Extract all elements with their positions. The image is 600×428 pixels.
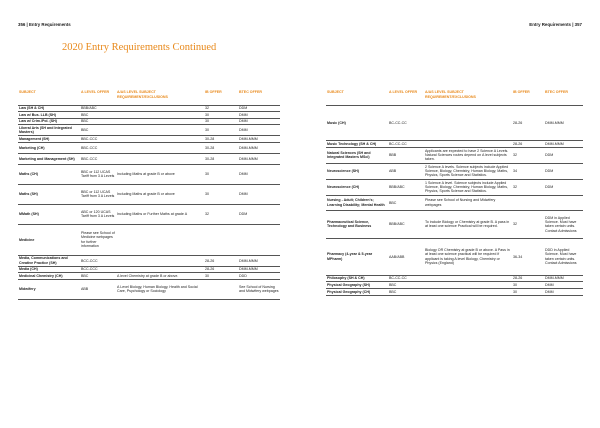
ib-offer-cell: 36-34 [512,238,544,275]
col-requirements: A/AS LEVEL SUBJECT REQUIREMENT/EXCLUSIONS [424,90,512,105]
btec-offer-cell: DMM-MMM [238,255,280,266]
a-level-offer-cell: BC-CC-CC [388,275,424,282]
requirement-cell: Including Maths or Further Maths at grade A [116,204,204,224]
subject-cell: Nursing - Adult; Children's; Learning Disability; Mental Health [326,195,388,210]
a-level-offer-cell: BCC-CCC [80,266,116,273]
btec-offer-cell: See School of Nursing and Midwifery webpages [238,279,280,299]
ib-offer-cell: 32 [512,210,544,238]
btec-offer-cell: DDM in Applied Science. Must have taken certain units. Contact Admissions [544,210,583,238]
table-row [326,210,583,238]
a-level-offer-cell: ABB [388,163,424,179]
requirement-cell [424,140,512,147]
ib-offer-cell: 30 [512,289,544,296]
a-level-offer-cell: BBB/ABC [80,105,116,112]
table-row [326,195,583,210]
btec-offer-cell: DMM-MMM [238,266,280,273]
btec-offer-cell: DDM [544,147,583,163]
requirement-cell [116,125,204,136]
table-row [326,147,583,163]
col-ib-offer: IB OFFER [204,90,238,105]
table-header-row [326,90,583,105]
col-requirements: A/AS LEVEL SUBJECT REQUIREMENT/EXCLUSIONS [116,90,204,105]
table-row [18,255,280,266]
a-level-offer-cell: BC-CC-CC [388,105,424,140]
table-row [18,204,280,224]
table-row [18,279,280,299]
subject-cell: Law w/ Crim./Pol. (SH) [18,118,80,125]
ib-offer-cell: 30 [512,282,544,289]
ib-offer-cell: 28-26 [204,255,238,266]
table-row [18,224,280,255]
ib-offer-cell: 28-26 [512,275,544,282]
subject-cell: MMath (SH) [18,204,80,224]
ib-offer-cell: 30-28 [204,153,238,164]
ib-offer-cell: 32 [512,179,544,195]
requirement-cell [116,153,204,164]
btec-offer-cell: DMM-MMM [544,105,583,140]
requirement-cell: Biology OR Chemistry at grade B or above. A Pass in at least one science practical will be required if applicant is taking A level Biology, Chemistry or Physics (England) [424,238,512,275]
a-level-offer-cell: BBC or 112 UCAS Tariff from 3 A Levels [80,164,116,184]
btec-offer-cell: DMM [238,118,280,125]
subject-cell: Medicine [18,224,80,255]
requirement-cell [116,142,204,153]
subject-cell: Marketing (CH) [18,142,80,153]
a-level-offer-cell: BBC [80,125,116,136]
table-row [326,289,583,296]
a-level-offer-cell: BBC-CCC [80,136,116,143]
subject-cell: Law (SH & CH) [18,105,80,112]
table-row [326,140,583,147]
a-level-offer-cell: ABB [80,279,116,299]
table-row [326,105,583,140]
btec-offer-cell: DMM [544,289,583,296]
a-level-offer-cell: BBC-CCC [80,153,116,164]
table-row [326,282,583,289]
table-row [18,153,280,164]
requirement-cell: Applicants are expected to have 2 Science A Levels. Natural Sciences routes depend on A level subjects taken. [424,147,512,163]
btec-offer-cell [238,224,280,255]
requirement-cell: Including Maths at grade B or above [116,184,204,204]
subject-cell: Media (CH) [18,266,80,273]
a-level-offer-cell: BBC [388,195,424,210]
ib-offer-cell: 30 [204,125,238,136]
btec-offer-cell: DMM-MMM [544,140,583,147]
subject-cell: Medicinal Chemistry (CH) [18,273,80,280]
subject-cell: Music Technology (SH & CH) [326,140,388,147]
col-btec-offer: BTEC OFFER [544,90,583,105]
requirement-cell [116,255,204,266]
subject-cell: Maths (CH) [18,164,80,184]
ib-offer-cell: 32 [204,204,238,224]
ib-offer-cell: 30 [204,112,238,119]
ib-offer-cell: 34 [512,163,544,179]
col-ib-offer: IB OFFER [512,90,544,105]
ib-offer-cell [512,195,544,210]
col-subject: SUBJECT [18,90,80,105]
page-title: 2020 Entry Requirements Continued [62,42,217,53]
subject-cell: Management (SH) [18,136,80,143]
requirement-cell [424,105,512,140]
table-row [18,125,280,136]
subject-cell: Music (CH) [326,105,388,140]
subject-cell: Maths (SH) [18,184,80,204]
btec-offer-cell: DMM-MMM [238,142,280,153]
a-level-offer-cell: BBC [80,112,116,119]
subject-cell: Neuroscience (CH) [326,179,388,195]
a-level-offer-cell: BBC-CCC [80,142,116,153]
a-level-offer-cell: BBC [388,282,424,289]
ib-offer-cell: 28-26 [204,266,238,273]
requirement-cell: Please see School of Nursing and Midwifery webpages [424,195,512,210]
a-level-offer-cell: ABC or 120 UCAS Tariff from 3 A Levels [80,204,116,224]
a-level-offer-cell: Please see School of Medicine webpages for further information [80,224,116,255]
entry-table-right [326,90,583,296]
a-level-offer-cell: BBB [388,147,424,163]
a-level-offer-cell: BCC-CCC [80,255,116,266]
col-a-level-offer: A LEVEL OFFER [388,90,424,105]
subject-cell: Media, Communications and Creative Practice (SH) [18,255,80,266]
subject-cell: Pharmaceutical Science, Technology and Business [326,210,388,238]
subject-cell: Physical Geography (SH) [326,282,388,289]
btec-offer-cell: DMM [238,184,280,204]
table-row [18,164,280,184]
ib-offer-cell: 28-26 [512,140,544,147]
ib-offer-cell: 30-28 [204,136,238,143]
ib-offer-cell [204,279,238,299]
ib-offer-cell: 30 [204,118,238,125]
table-row [18,184,280,204]
requirement-cell: Including Maths at grade B or above [116,164,204,184]
table-body-right [326,105,583,296]
page-header-left: 356 | Entry Requirements [18,22,71,27]
a-level-offer-cell: BBC [80,118,116,125]
requirement-cell: 1 Science A level. Science subjects include Applied Science, Biology, Chemistry, Human Biology, Maths, Physics, Sports Science and Statistics. [424,179,512,195]
subject-cell: Natural Sciences (SH and Integrated Masters MSci) [326,147,388,163]
entry-table-left [18,90,280,300]
btec-offer-cell: DDM [544,163,583,179]
requirement-cell [424,289,512,296]
col-subject: SUBJECT [326,90,388,105]
requirement-cell [116,224,204,255]
btec-offer-cell: DDD [238,273,280,280]
btec-offer-cell: DDM [544,179,583,195]
btec-offer-cell: DDM [238,204,280,224]
btec-offer-cell: DMM [238,164,280,184]
btec-offer-cell: DMM-MMM [238,136,280,143]
btec-offer-cell: DMM [238,125,280,136]
requirement-cell [424,282,512,289]
btec-offer-cell: DMM [544,282,583,289]
table-row [18,142,280,153]
subject-cell: Pharmacy (4-year & 5-year MPharm) [326,238,388,275]
a-level-offer-cell: BBB/ABC [388,210,424,238]
requirement-cell: A level Chemistry at grade B or above. [116,273,204,280]
btec-offer-cell: DDM [238,105,280,112]
subject-cell: Neuroscience (SH) [326,163,388,179]
table-body-left [18,105,280,299]
requirement-cell: 2 Science A levels. Science subjects include Applied Science, Biology, Chemistry, Human Biology, Maths, Physics, Sports Science and Statistics. [424,163,512,179]
ib-offer-cell: 30-28 [204,142,238,153]
btec-offer-cell: DMM-MMM [238,153,280,164]
subject-cell: Physical Geography (CH) [326,289,388,296]
table-row [326,163,583,179]
ib-offer-cell: 30 [204,164,238,184]
a-level-offer-cell: BBC or 112 UCAS Tariff from 3 A Levels [80,184,116,204]
subject-cell: Liberal Arts (SH and Integrated Masters) [18,125,80,136]
ib-offer-cell: 30 [204,273,238,280]
a-level-offer-cell: AAB/ABB [388,238,424,275]
btec-offer-cell [544,195,583,210]
requirement-cell: A Level Biology, Human Biology, Health and Social Care, Psychology or Sociology [116,279,204,299]
col-btec-offer: BTEC OFFER [238,90,280,105]
a-level-offer-cell: BBC [80,273,116,280]
btec-offer-cell: DDD in Applied Science. Must have taken certain units. Contact Admissions [544,238,583,275]
col-a-level-offer: A LEVEL OFFER [80,90,116,105]
a-level-offer-cell: BBC [388,289,424,296]
a-level-offer-cell: BBB/ABC [388,179,424,195]
ib-offer-cell: 32 [512,147,544,163]
requirement-cell: To include Biology or Chemistry at grade B. A pass in at least one science Practical will be required. [424,210,512,238]
btec-offer-cell: DMM [238,112,280,119]
ib-offer-cell: 30 [204,184,238,204]
subject-cell: Philosophy (SH & CH) [326,275,388,282]
table-row [326,179,583,195]
ib-offer-cell: 28-26 [512,105,544,140]
ib-offer-cell [204,224,238,255]
page-header-right: Entry Requirements | 357 [529,22,582,27]
table-header-row [18,90,280,105]
table-row [326,238,583,275]
subject-cell: Midwifery [18,279,80,299]
a-level-offer-cell: BC-CC-CC [388,140,424,147]
subject-cell: Marketing and Management (SH) [18,153,80,164]
ib-offer-cell: 32 [204,105,238,112]
subject-cell: Law w/ Bus. LLB (SH) [18,112,80,119]
btec-offer-cell: DMM-MMM [544,275,583,282]
